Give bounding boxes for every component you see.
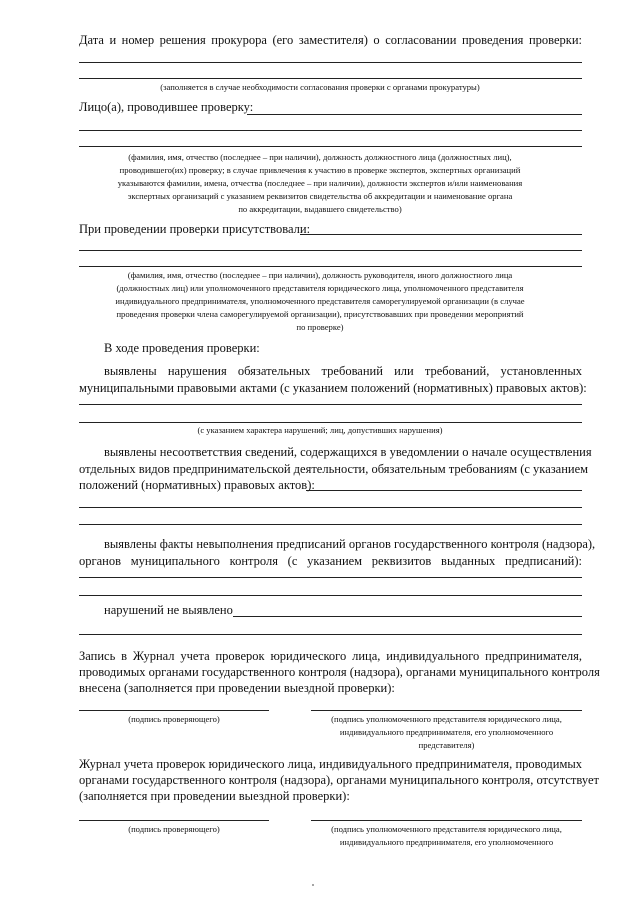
person-note: проводившего(их) проверку; в случае привлечения к участию в проверке экспертов, экспертных организаций — [119, 165, 521, 175]
present-note: (фамилия, имя, отчество (последнее – при наличии), должность руководителя, иного должностного лица — [127, 270, 513, 280]
person-note: по аккредитации, выдавшего свидетельство) — [238, 204, 402, 214]
blank-line — [79, 62, 582, 63]
signature-line — [79, 820, 269, 821]
violations-line-2: муниципальными правовыми актами (с указанием положений (нормативных) правовых актов): — [79, 381, 587, 395]
blank-line — [79, 422, 582, 423]
signature-line — [79, 710, 269, 711]
no-violations-label: нарушений не выявлено — [104, 603, 233, 617]
present-note: (должностных лиц) или уполномоченного представителя юридического лица, уполномоченного представителя — [116, 283, 524, 293]
blank-line — [79, 634, 582, 635]
violations-note: (с указанием характера нарушений; лиц, допустивших нарушения) — [197, 425, 443, 435]
failure-line-2: органов муниципального контроля (с указанием реквизитов выданных предписаний): — [79, 554, 582, 568]
blank-line — [79, 146, 582, 147]
present-label: При проведении проверки присутствовали: — [79, 222, 311, 236]
failure-line-1: выявлены факты невыполнения предписаний органов государственного контроля (надзора), — [104, 537, 596, 551]
present-note: проведения проверки члена саморегулируемой организации), присутствовавших при проведении мероприятий — [116, 309, 524, 319]
signature-caption: (подпись проверяющего) — [128, 714, 220, 724]
signature-caption: индивидуального предпринимателя, его уполномоченного — [339, 727, 554, 737]
blank-line — [247, 114, 582, 115]
during-label: В ходе проведения проверки: — [104, 341, 260, 355]
signature-caption: (подпись уполномоченного представителя юридического лица, — [331, 714, 562, 724]
date-line: Дата и номер решения прокурора (его заместителя) о согласовании проведения проверки: — [79, 33, 582, 47]
signature-line — [311, 710, 582, 711]
blank-line — [79, 595, 582, 596]
person-note: экспертных организаций с указанием реквизитов свидетельства об аккредитации и наименование органа — [127, 191, 513, 201]
person-note: указываются фамилии, имена, отчества (последнее – при наличии), должности экспертов и/или наименования — [117, 178, 523, 188]
present-note: индивидуального предпринимателя, уполномоченного представителя саморегулируемой организации (в случае — [115, 296, 525, 306]
blank-line — [306, 490, 582, 491]
signature-caption: индивидуального предпринимателя, его уполномоченного — [339, 837, 554, 847]
blank-line — [79, 130, 582, 131]
mismatch-line-3: положений (нормативных) правовых актов): — [79, 478, 315, 492]
blank-line — [79, 266, 582, 267]
blank-line — [300, 234, 582, 235]
violations-line-1: выявлены нарушения обязательных требований или требований, установленных — [104, 364, 582, 378]
present-note: по проверке) — [296, 322, 344, 332]
absent-line-3: (заполняется при проведении выездной проверки): — [79, 789, 350, 803]
blank-line — [79, 250, 582, 251]
blank-line — [79, 78, 582, 79]
person-note: (фамилия, имя, отчество (последнее – при наличии), должность должностного лица (должностных лиц), — [128, 152, 512, 162]
blank-line — [79, 524, 582, 525]
signature-caption: (подпись проверяющего) — [128, 824, 220, 834]
mismatch-line-1: выявлены несоответствия сведений, содержащихся в уведомлении о начале осуществления — [104, 445, 592, 459]
blank-line — [79, 507, 582, 508]
scan-speck — [312, 884, 314, 886]
blank-line — [79, 577, 582, 578]
signature-line — [311, 820, 582, 821]
date-note: (заполняется в случае необходимости согласования проверки с органами прокуратуры) — [160, 82, 480, 92]
absent-line-2: органами государственного контроля (надзора), органами муниципального контроля, отсутствует — [79, 773, 599, 787]
journal-line-2: проводимых органами государственного контроля (надзора), органами муниципального контроля — [79, 665, 600, 679]
mismatch-line-2: отдельных видов предпринимательской деятельности, обязательным требованиям (с указанием — [79, 462, 589, 476]
signature-caption: представителя) — [418, 740, 475, 750]
journal-line-3: внесена (заполняется при проведении выездной проверки): — [79, 681, 395, 695]
journal-line-1: Запись в Журнал учета проверок юридического лица, индивидуального предпринимателя, — [79, 649, 582, 663]
person-label: Лицо(а), проводившее проверку: — [79, 100, 254, 114]
absent-line-1: Журнал учета проверок юридического лица, индивидуального предпринимателя, проводимых — [79, 757, 582, 771]
blank-line — [79, 404, 582, 405]
signature-caption: (подпись уполномоченного представителя юридического лица, — [331, 824, 562, 834]
blank-line — [233, 616, 582, 617]
